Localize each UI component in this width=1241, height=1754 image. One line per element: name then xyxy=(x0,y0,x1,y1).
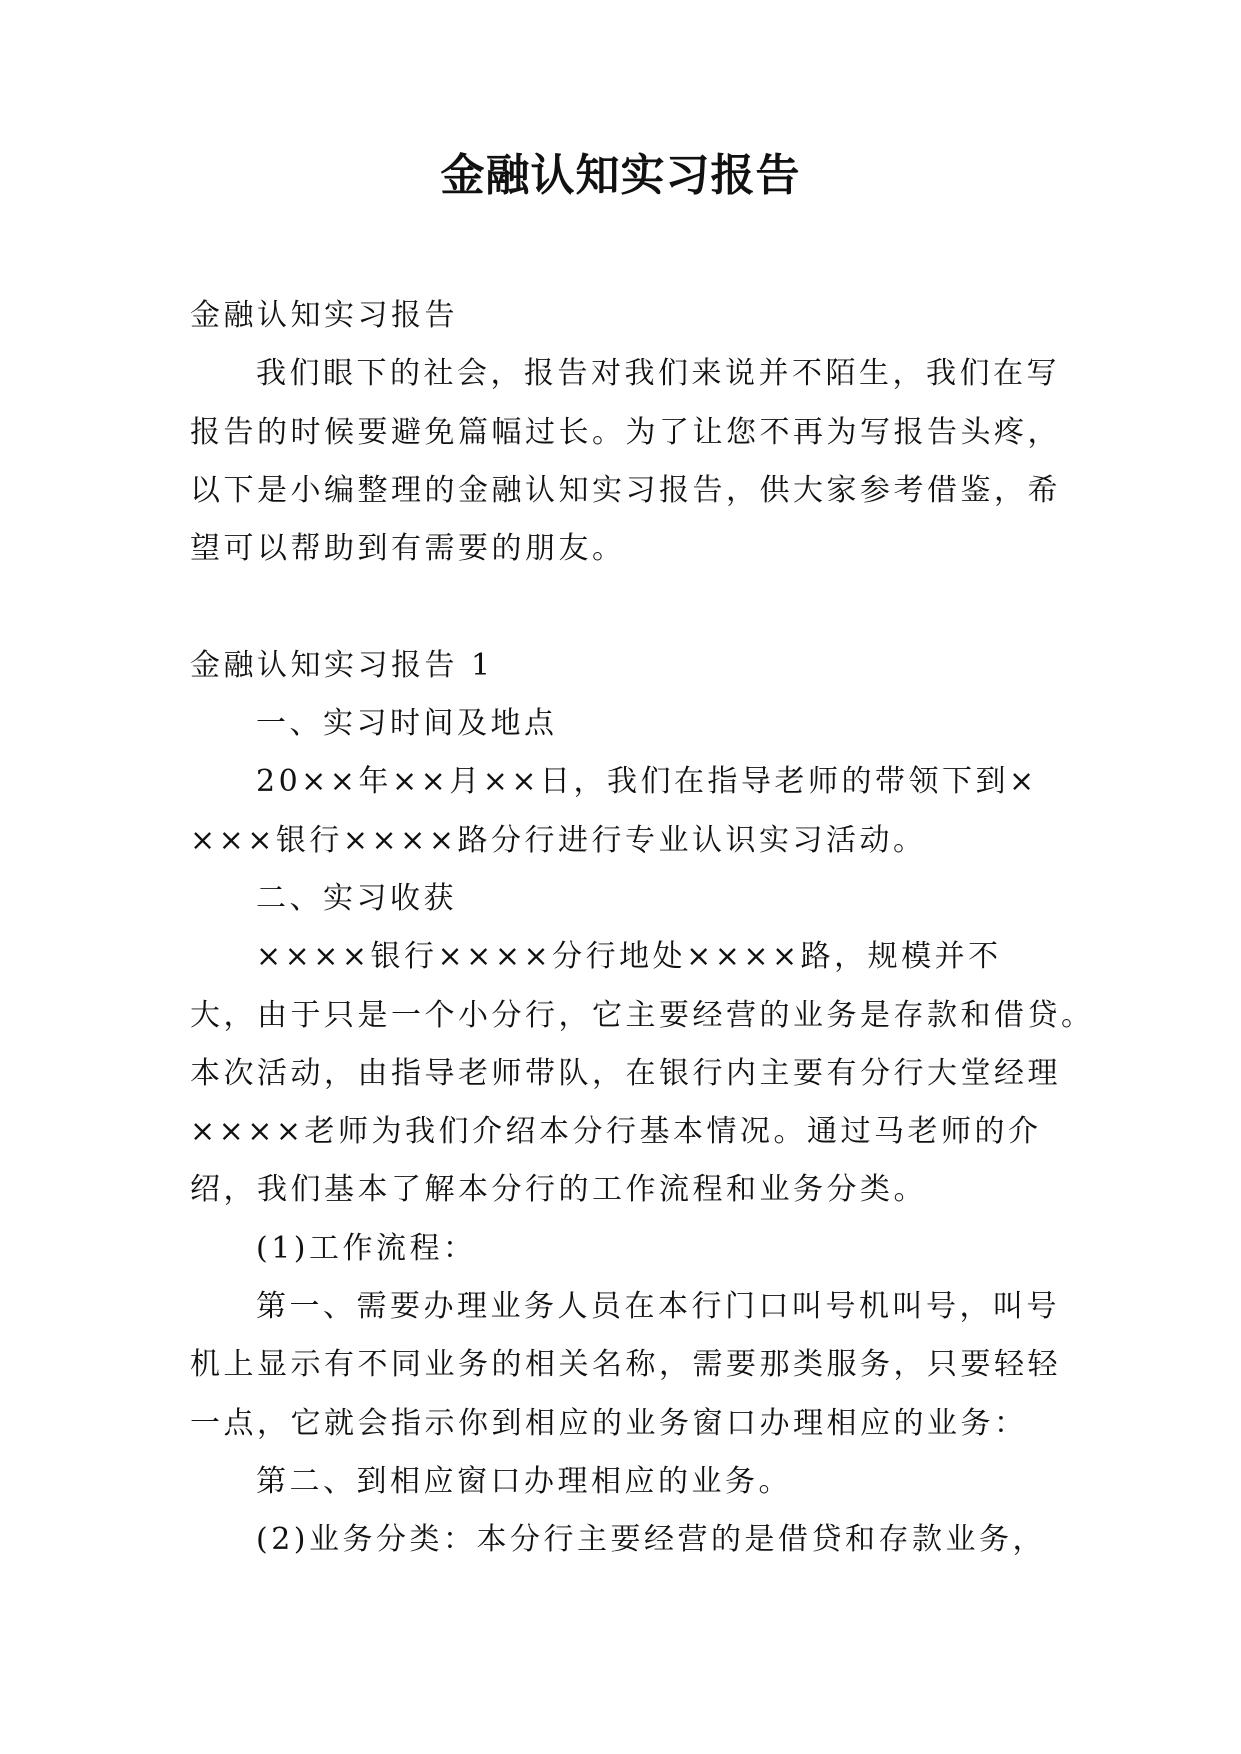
gains-line: 本次活动，由指导老师带队，在银行内主要有分行大堂经理 xyxy=(190,1055,1061,1091)
intro-line: 望可以帮助到有需要的朋友。 xyxy=(190,531,626,567)
paragraph-gap xyxy=(190,578,1070,636)
gains-line: ××××银行××××分行地处××××路，规模并不 xyxy=(256,939,1002,975)
section-heading: 金融认知实习报告 1 xyxy=(190,647,494,683)
step2-line: 第二、到相应窗口办理相应的业务。 xyxy=(256,1463,792,1499)
page-title: 金融认知实习报告 xyxy=(440,150,801,201)
step1-line: 一点，它就会指示你到相应的业务窗口办理相应的业务： xyxy=(190,1405,1028,1441)
gains-line: 绍，我们基本了解本分行的工作流程和业务分类。 xyxy=(190,1172,927,1208)
business-line: (2)业务分类：本分行主要经营的是借贷和存款业务， xyxy=(256,1522,1046,1558)
time-place-line: 20××年××月××日，我们在指导老师的带领下到× xyxy=(256,764,1038,800)
step1-line: 机上显示有不同业务的相关名称，需要那类服务，只要轻轻 xyxy=(190,1347,1061,1383)
document-heading: 金融认知实习报告 xyxy=(190,298,458,333)
intro-line: 我们眼下的社会，报告对我们来说并不陌生，我们在写 xyxy=(256,356,1060,392)
intro-line: 以下是小编整理的金融认知实习报告，供大家参考借鉴，希 xyxy=(190,472,1061,508)
workflow-heading: (1)工作流程： xyxy=(256,1230,477,1266)
document-body xyxy=(190,287,1095,1570)
time-place-line: ×××银行××××路分行进行专业认识实习活动。 xyxy=(190,822,927,858)
intro-line: 报告的时候要避免篇幅过长。为了让您不再为写报告头疼， xyxy=(190,414,1061,450)
step1-line: 第一、需要办理业务人员在本行门口叫号机叫号，叫号 xyxy=(256,1289,1060,1325)
subheading-time-place: 一、实习时间及地点 xyxy=(256,706,558,742)
gains-line: 大，由于只是一个小分行，它主要经营的业务是存款和借贷。 xyxy=(190,997,1095,1033)
subheading-gains: 二、实习收获 xyxy=(256,880,457,916)
gains-line: ××××老师为我们介绍本分行基本情况。通过马老师的介 xyxy=(190,1114,1042,1150)
